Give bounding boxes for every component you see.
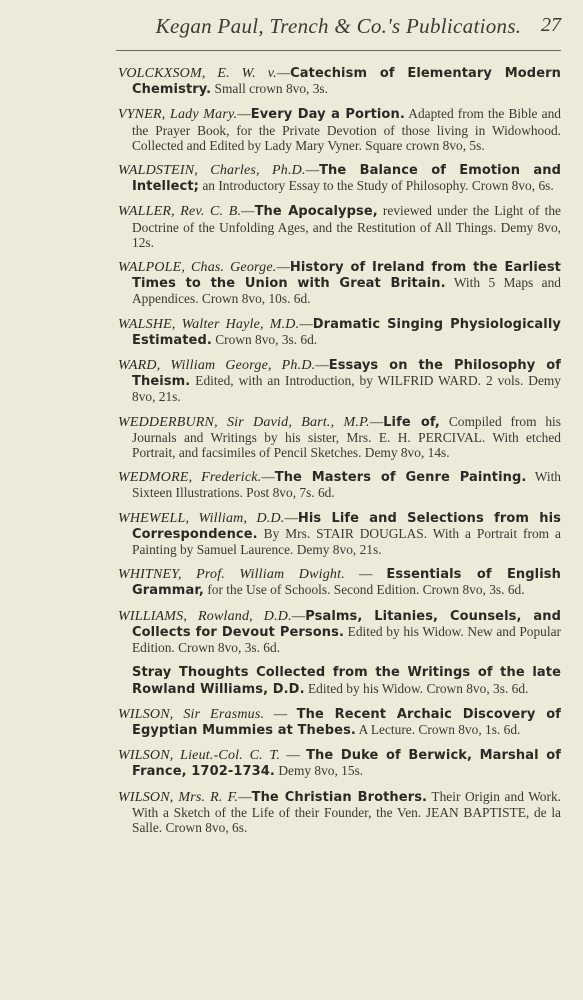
catalogue-entry [118,106,561,153]
entry-author: WHEWELL, William, D.D. [118,510,285,526]
entry-separator: — [369,413,384,429]
entry-title: The Balance of Emotion and Intellect; [132,163,561,195]
entry-details: Demy 8vo, 15s. [274,763,364,779]
running-header [116,8,561,51]
entry-separator: — [264,705,297,721]
entry-author: WILSON, Lieut.-Col. C. T. [118,748,281,764]
catalogue-entry [118,469,561,501]
entry-separator: — [241,203,255,219]
entry-separator: — [261,469,275,485]
entry-author: WILLIAMS, Rowland, D.D. [118,608,292,624]
entry-separator: — [291,607,306,623]
entry-title: Dramatic Singing Physiologically Estimated. [132,316,561,348]
entry-separator: — [276,259,290,275]
catalogue-entry [118,65,561,98]
catalogue-entry [118,203,561,250]
entry-author: VYNER, Lady Mary. [118,107,238,123]
entry-author: VOLCKXSOM, E. W. v. [118,66,277,81]
catalogue-entry [118,509,561,558]
entry-title: Life of, [383,414,440,430]
entry-title: Essays on the Philosophy of Theism. [132,358,561,390]
catalogue-entry [118,357,561,405]
entry-title: The Masters of Genre Painting. [274,470,527,486]
entry-author: WILSON, Mrs. R. F. [118,789,239,805]
entry-details: an Introductory Essay to the Study of Philosophy. Crown 8vo, 6s. [198,178,554,194]
entry-author: WALDSTEIN, Charles, Ph.D. [118,163,306,179]
entry-author: WARD, William George, Ph.D. [118,358,316,374]
entry-title: His Life and Selections from his Correspondence. [132,510,561,542]
catalogue-entry [118,705,561,738]
entry-title: Catechism of Elementary Modern Chemistry. [132,66,561,98]
entry-details: Crown 8vo, 3s. 6d. [211,331,318,347]
entry-title: The Apocalypse, [254,204,378,220]
entry-author: WALPOLE, Chas. George. [118,260,277,276]
entry-separator: — [238,788,252,804]
entry-separator: — [315,357,329,373]
entry-details: Small crown 8vo, 3s. [211,81,328,97]
entry-title: The Christian Brothers. [251,789,428,805]
entry-details: reviewed under the Light of the Doctrine of the Unfolding Ages, and the Restitution of All Things. Demy 8vo, 12s. [132,203,561,250]
entry-separator: — [305,162,320,178]
entry-title: The Duke of Berwick, Marshal of France, 1702-1734. [132,748,562,780]
catalogue-entry [118,162,561,195]
catalogue-entry [118,259,561,307]
catalogue-entry [118,315,561,348]
entry-details: for the Use of Schools. Second Edition. Crown 8vo, 3s. 6d. [203,582,525,598]
entry-author: WALLER, Rev. C. B. [118,204,242,220]
catalogue-entry [118,566,561,599]
entry-author: WHITNEY, Prof. William Dwight. [118,567,345,583]
entry-title: History of Ireland from the Earliest Times to the Union with Great Britain. [132,260,561,292]
entry-details: Edited by his Widow. New and Popular Edition. Crown 8vo, 3s. 6d. [132,623,561,656]
entry-title: Every Day a Portion. [250,107,405,123]
entry-details: With 5 Maps and Appendices. Crown 8vo, 10s. 6d. [132,275,561,307]
entry-separator: — [276,65,291,80]
entry-separator: — [280,747,307,763]
entry-author: WALSHE, Walter Hayle, M.D. [118,316,300,332]
entry-separator: — [284,509,298,525]
catalogue-entry [118,607,561,656]
catalogue-entry [118,747,562,780]
entry-author: WEDDERBURN, Sir David, Bart., M.P. [118,414,370,430]
entry-title: Psalms, Litanies, Counsels, and Collects for Devout Persons. [132,608,561,640]
entry-separator: — [299,315,313,331]
catalogue-entry [118,413,561,461]
entry-title: Essentials of English Grammar, [132,567,561,599]
entry-separator: — [237,106,251,122]
entry-title: The Recent Archaic Discovery of Egyptian Mummies at Thebes. [132,706,561,738]
header-title: Kegan Paul, Trench & Co.'s Publications. [155,14,522,38]
entry-title: Stray Thoughts Collected from the Writings of the late Rowland Williams, D.D. [132,665,561,697]
catalogue-entry [132,664,561,696]
entry-author: WILSON, Sir Erasmus. [118,706,265,722]
entry-details: Compiled from his Journals and Writings by his sister, Mrs. E. H. PERCIVAL. With etched Portrait, and facsimiles of Pencil Sketches. Demy 8vo, 14s. [132,413,561,461]
entry-details: Adapted from the Bible and the Prayer Book, for the Private Devotion of those living in Widowhood. Collected and Edited by Lady Mary Vyner. Square crown 8vo, 5s. [132,106,561,153]
page-number: 27 [541,14,561,36]
catalogue-entries [118,65,561,835]
entry-author: WEDMORE, Frederick. [118,470,262,486]
entry-details: Edited by his Widow. Crown 8vo, 3s. 6d. [304,680,529,696]
entry-details: By Mrs. STAIR DOUGLAS. With a Portrait from a Painting by Samuel Laurence. Demy 8vo, 21s. [132,525,561,558]
catalogue-entry [118,788,561,836]
entry-separator: — [344,566,387,582]
entry-details: With Sixteen Illustrations. Post 8vo, 7s. 6d. [132,469,561,501]
entry-details: Their Origin and Work. With a Sketch of the Life of their Founder, the Ven. JEAN BAPTISTE, de la Salle. Crown 8vo, 6s. [132,788,561,835]
entry-details: Edited, with an Introduction, by WILFRID WARD. 2 vols. Demy 8vo, 21s. [132,373,561,405]
entry-details: A Lecture. Crown 8vo, 1s. 6d. [355,721,521,737]
